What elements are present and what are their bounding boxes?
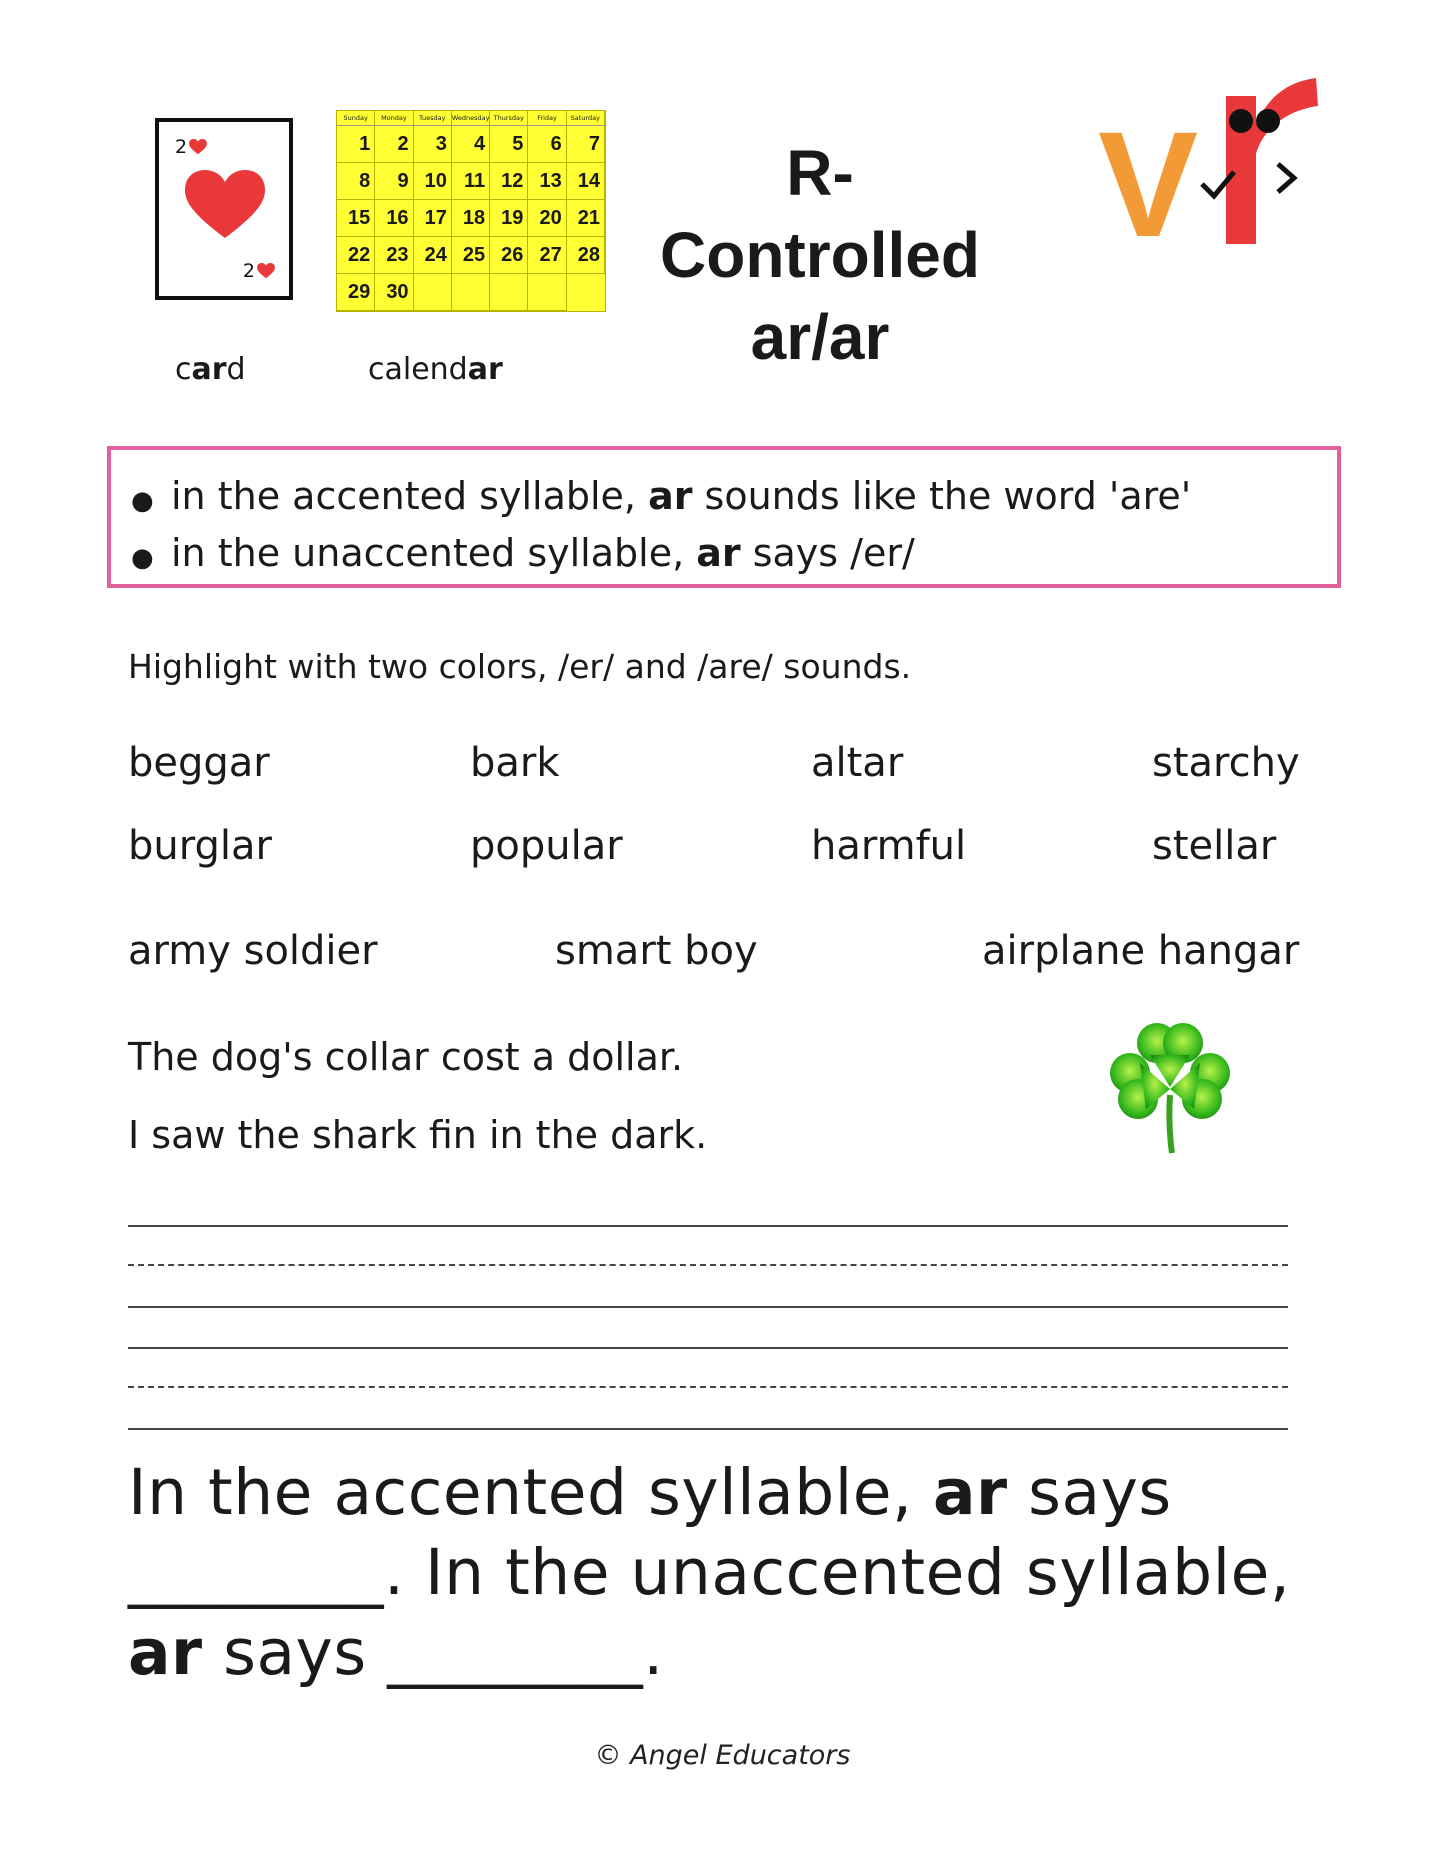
calendar-days-grid [337, 126, 605, 311]
copyright-footer: © Angel Educators [594, 1740, 851, 1771]
title-line-2: ar/ar [750, 301, 890, 373]
practice-phrase: smart boy [555, 928, 758, 974]
calendar-weekday: Saturday [567, 111, 605, 125]
answer-blank[interactable]: ________ [387, 1616, 644, 1689]
calendar-day [414, 274, 452, 311]
bullet-icon: ● [131, 543, 154, 573]
logo-letter-v: V [1098, 100, 1199, 251]
calendar-day: 12 [490, 163, 528, 200]
chevron-right-icon [1278, 164, 1294, 192]
calendar-day: 14 [567, 163, 605, 200]
writing-line-mid [128, 1264, 1288, 1266]
calendar-day: 15 [337, 200, 375, 237]
calendar-caption: calendar [368, 352, 503, 387]
writing-line-mid [128, 1386, 1288, 1388]
practice-word: bark [470, 740, 560, 786]
practice-phrase: airplane hangar [982, 928, 1300, 974]
instruction-text: Highlight with two colors, /er/ and /are/ sounds. [128, 647, 912, 686]
calendar-day: 29 [337, 274, 375, 311]
calendar-day [452, 274, 490, 311]
calendar-weekday-header [337, 111, 605, 126]
calendar-day: 25 [452, 237, 490, 274]
practice-word: beggar [128, 740, 270, 786]
calendar-day: 27 [528, 237, 566, 274]
rule-item: ● in the accented syllable, ar sounds like the word 'are' [131, 470, 1317, 527]
practice-phrase: army soldier [128, 928, 378, 974]
calendar-day: 11 [452, 163, 490, 200]
calendar-day: 19 [490, 200, 528, 237]
writing-line-base [128, 1306, 1288, 1308]
calendar-day: 10 [414, 163, 452, 200]
page-title [630, 132, 1010, 378]
practice-sentence: The dog's collar cost a dollar. [128, 1035, 684, 1079]
logo-letter-r [1226, 78, 1318, 244]
practice-sentence: I saw the shark fin in the dark. [128, 1113, 708, 1157]
vowel-r-logo [1098, 76, 1338, 251]
calendar-weekday: Tuesday [414, 111, 452, 125]
calendar-day: 28 [567, 237, 605, 274]
rule-item: ● in the unaccented syllable, ar says /er/ [131, 527, 1317, 584]
playing-card-image [155, 118, 293, 300]
calendar-weekday: Friday [528, 111, 566, 125]
calendar-day: 2 [375, 126, 413, 163]
calendar-weekday: Thursday [490, 111, 528, 125]
logo-eye-right [1256, 109, 1280, 133]
bullet-icon: ● [131, 486, 154, 516]
calendar-weekday: Monday [375, 111, 413, 125]
calendar-day: 22 [337, 237, 375, 274]
title-line-1: R-Controlled [660, 137, 980, 291]
calendar-day: 13 [528, 163, 566, 200]
calendar-day: 3 [414, 126, 452, 163]
calendar-weekday: Sunday [337, 111, 375, 125]
practice-word: stellar [1152, 823, 1277, 869]
calendar-day: 24 [414, 237, 452, 274]
calendar-day: 26 [490, 237, 528, 274]
calendar-day: 8 [337, 163, 375, 200]
heart-icon [185, 170, 265, 242]
heart-icon [257, 263, 275, 279]
calendar-day: 21 [567, 200, 605, 237]
calendar-day: 17 [414, 200, 452, 237]
card-corner-bottom: 2 [243, 260, 275, 282]
writing-line-top [128, 1347, 1288, 1349]
shamrock-icon [1100, 1015, 1240, 1155]
writing-line-top [128, 1225, 1288, 1227]
practice-word: harmful [811, 823, 967, 869]
card-caption: card [175, 352, 246, 387]
calendar-day: 18 [452, 200, 490, 237]
calendar-day: 5 [490, 126, 528, 163]
heart-icon [189, 139, 207, 155]
card-corner-top: 2 [175, 136, 207, 158]
fill-in-prompt: In the accented syllable, ar says ________. In the unaccented syllable, ar says ________. [128, 1456, 1291, 1689]
calendar-day: 6 [528, 126, 566, 163]
rule-box [107, 446, 1341, 588]
writing-line-base [128, 1428, 1288, 1430]
calendar-day: 23 [375, 237, 413, 274]
calendar-day [490, 274, 528, 311]
calendar-image [336, 110, 606, 312]
practice-word: altar [811, 740, 904, 786]
calendar-day: 9 [375, 163, 413, 200]
calendar-day: 20 [528, 200, 566, 237]
calendar-day: 4 [452, 126, 490, 163]
calendar-day: 1 [337, 126, 375, 163]
practice-word: burglar [128, 823, 272, 869]
answer-blank[interactable]: ________ [128, 1536, 384, 1609]
calendar-day: 16 [375, 200, 413, 237]
logo-eye-left [1229, 109, 1253, 133]
calendar-day [528, 274, 566, 311]
practice-word: popular [470, 823, 623, 869]
calendar-day: 7 [567, 126, 605, 163]
practice-word: starchy [1152, 740, 1300, 786]
calendar-weekday: Wednesday [452, 111, 490, 125]
calendar-day: 30 [375, 274, 413, 311]
